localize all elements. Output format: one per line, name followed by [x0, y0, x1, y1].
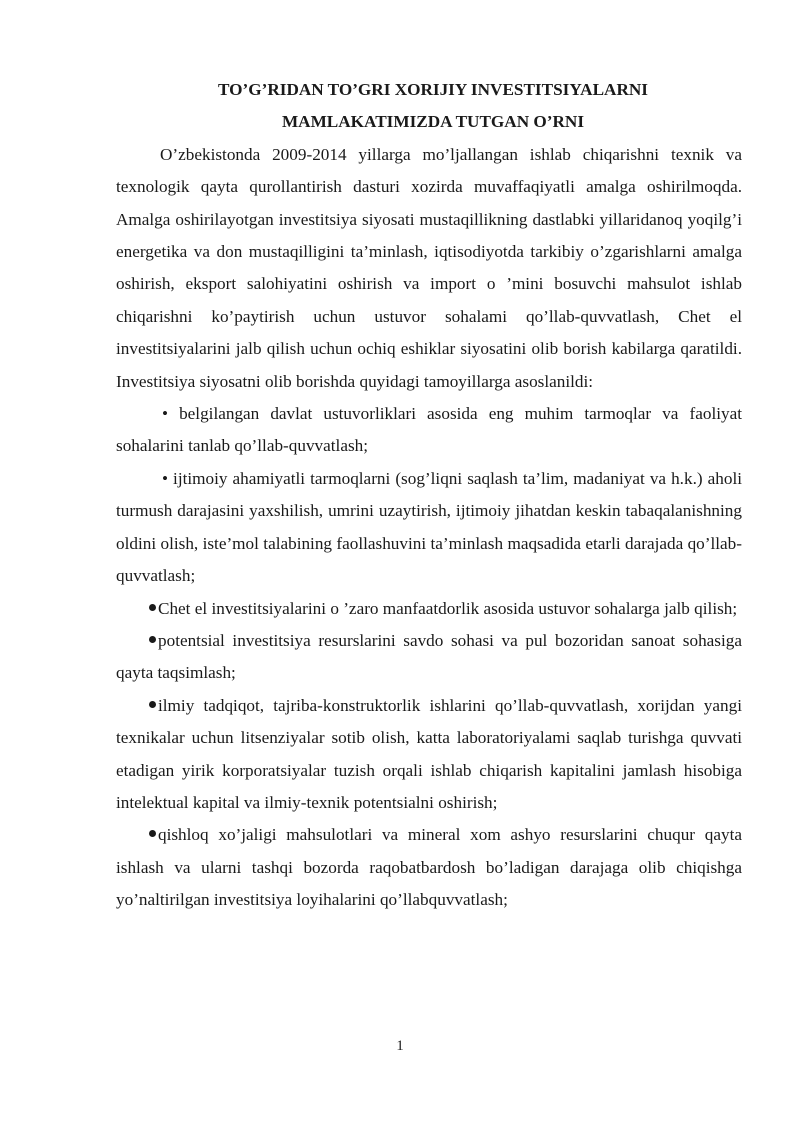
text-bullet-2: • ijtimoiy ahamiyatli tarmoqlarni (sog’liqni saqlash ta’lim, madaniyat va h.k.) aholi turmush darajasini yaxshilish, umrini uzaytirish, ijtimoiy jihatdan keskin tabaqalanishning oldini olish, iste’mol talabining faollashuvini ta’minlash maqsadida etarli darajada qo’llab-quvvatlash;: [116, 468, 742, 586]
dot-bullet-text-2: potentsial investitsiya resurslarini savdo sohasi va pul bozoridan sanoat sohasiga qayta taqsimlash;: [116, 630, 742, 683]
bullet-dot-icon: [149, 830, 156, 837]
dot-bullet-item-1: [116, 593, 742, 625]
dot-bullet-text-4: qishloq xo’jaligi mahsulotlari va mineral xom ashyo resurslarini chuqur qayta ishlash va ularni tashqi bozorda raqobatbardosh bo’ladigan darajaga olib chiqishga yo’naltirilgan investitsiya loyihalarini qo’llabquvvatlash;: [116, 825, 742, 910]
bullet-dot-icon: [149, 701, 156, 708]
title-line-2: MAMLAKATIMIZDA TUTGAN O’RNI: [281, 112, 585, 132]
dot-bullet-item-4: [116, 819, 742, 916]
page-number: 1: [396, 1038, 404, 1054]
dot-bullet-text-1: Chet el investitsiyalarini o ’zaro manfaatdorlik asosida ustuvor sohalarga jalb qilish;: [158, 598, 738, 618]
title-line-1: TO’G’RIDAN TO’GRI XORIJIY INVESTITSIYALARNI: [218, 80, 648, 99]
document-body: [116, 74, 742, 917]
text-bullet-1: • belgilangan davlat ustuvorliklari asosida eng muhim tarmoqlar va faoliyat sohalarini tanlab qo’llab-quvvatlash;: [116, 404, 742, 456]
dot-bullet-item-3: [116, 690, 742, 820]
dot-bullet-text-3: ilmiy tadqiqot, tajriba-konstruktorlik ishlarini qo’llab-quvvatlash, xorijdan yangi texnikalar uchun litsenziyalar sotib olish, katta laboratoriyalami saqlab turishga quvvati etadigan yirik korporatsiyalar tuzish orqali ishlab chiqarish kapitalini jamlash hisobiga intelektual kapital va ilmiy-texnik potentsialni oshirish;: [116, 695, 742, 812]
dot-bullet-item-2: [116, 625, 742, 690]
intro-paragraph: O’zbekistonda 2009-2014 yillarga mo’ljallangan ishlab chiqarishni texnik va texnologik qayta qurollantirish dasturi xozirda muvaffaqiyatli amalga oshirilmoqda. Amalga oshirilayotgan investitsiya siyosati mustaqillikning dastlabki yillaridanoq yoqilg’i energetika va don mustaqilligini ta’minlash, iqtisodiyotda tarkibiy o’zgarishlarni amalga oshirish, eksport salohiyatini oshirish va import o ’mini bosuvchi mahsulot ishlab chiqarishni ko’paytirish uchun ustuvor sohalami qo’llab-quvvatlash, Chet el investitsiyalarini jalb qilish uchun ochiq eshiklar siyosatini olib borish kabilarga qaratildi. Investitsiya siyosatni olib borishda quyidagi tamoyillarga asoslanildi:: [116, 144, 742, 391]
bullet-dot-icon: [149, 636, 156, 643]
bullet-dot-icon: [149, 604, 156, 611]
